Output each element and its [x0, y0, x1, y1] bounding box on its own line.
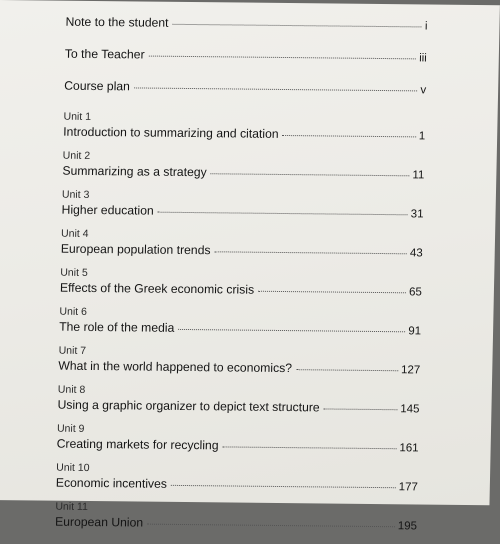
toc-entry-unit-6[interactable]	[59, 306, 422, 339]
toc-entry-unit-2[interactable]	[62, 150, 425, 183]
dot-leader	[149, 55, 417, 60]
unit-label: Unit 9	[56, 422, 85, 435]
toc-entry-unit-3[interactable]	[61, 189, 424, 222]
unit-label: Unit 6	[59, 305, 88, 318]
unit-label: Unit 7	[58, 344, 87, 357]
dot-leader	[171, 484, 396, 488]
toc-entry-unit-4[interactable]	[61, 228, 424, 261]
toc-title: European Union	[54, 514, 144, 530]
toc-page-number: 177	[398, 481, 418, 494]
unit-label: Unit 8	[57, 383, 86, 396]
unit-label: Unit 10	[56, 461, 90, 475]
toc-page-number: 11	[412, 169, 425, 182]
toc-page-number: v	[420, 84, 427, 97]
toc-title: Effects of the Greek economic crisis	[59, 280, 255, 297]
dot-leader	[211, 172, 410, 176]
toc-page-number: 1	[418, 130, 426, 143]
unit-label: Unit 3	[61, 188, 90, 201]
toc-title: What in the world happened to economics?	[58, 358, 293, 376]
toc-page-number: 127	[400, 364, 421, 377]
dot-leader	[296, 368, 398, 371]
toc-entry-unit-9[interactable]	[57, 423, 420, 456]
dot-leader	[324, 407, 398, 410]
toc-entry-unit-7[interactable]	[58, 345, 421, 378]
toc-entry-unit-10[interactable]	[56, 462, 419, 495]
toc-page-number: 195	[397, 520, 418, 533]
toc-entry-unit-11[interactable]	[55, 501, 418, 534]
toc-page-number: 31	[410, 208, 424, 221]
toc-title: Course plan	[64, 78, 131, 94]
dot-leader	[172, 23, 421, 28]
toc-page-number: 65	[408, 286, 423, 299]
unit-label: Unit 4	[60, 227, 89, 240]
toc-page-number: 145	[400, 403, 420, 416]
unit-label: Unit 5	[60, 266, 88, 279]
dot-leader	[258, 290, 406, 294]
unit-label: Unit 2	[62, 149, 91, 162]
toc-page-number: i	[424, 20, 428, 33]
toc-page-number: 43	[409, 247, 423, 260]
dot-leader	[147, 523, 395, 528]
toc-page-number: 161	[399, 442, 419, 455]
toc-entry-unit-5[interactable]	[60, 267, 423, 300]
toc-title: To the Teacher	[64, 46, 145, 62]
toc-title: Using a graphic organizer to depict text structure	[57, 397, 320, 415]
dot-leader	[223, 445, 397, 449]
toc-title: Note to the student	[65, 14, 169, 30]
table-of-contents	[55, 15, 428, 544]
toc-title: Summarizing as a strategy	[62, 163, 207, 180]
toc-title: Higher education	[61, 202, 154, 218]
toc-entry-unit-1[interactable]	[63, 111, 426, 144]
unit-label: Unit 1	[63, 110, 92, 123]
dot-leader	[214, 250, 406, 254]
unit-label: Unit 11	[55, 500, 89, 514]
toc-title: Economic incentives	[55, 475, 168, 491]
toc-title: The role of the media	[59, 319, 175, 335]
toc-title: Introduction to summarizing and citation	[63, 124, 279, 141]
toc-entry-to-the-teacher[interactable]	[65, 47, 427, 66]
toc-title: Creating markets for recycling	[56, 436, 219, 453]
toc-title: European population trends	[60, 241, 211, 258]
toc-page-number: 91	[408, 325, 422, 338]
toc-entry-course-plan[interactable]	[64, 79, 426, 98]
dot-leader	[178, 328, 405, 332]
dot-leader	[158, 211, 408, 216]
toc-entry-unit-8[interactable]	[57, 384, 420, 417]
toc-entry-note-to-student[interactable]	[65, 15, 427, 34]
dot-leader	[134, 86, 418, 91]
dot-leader	[283, 134, 416, 137]
toc-page-number: iii	[419, 52, 427, 65]
